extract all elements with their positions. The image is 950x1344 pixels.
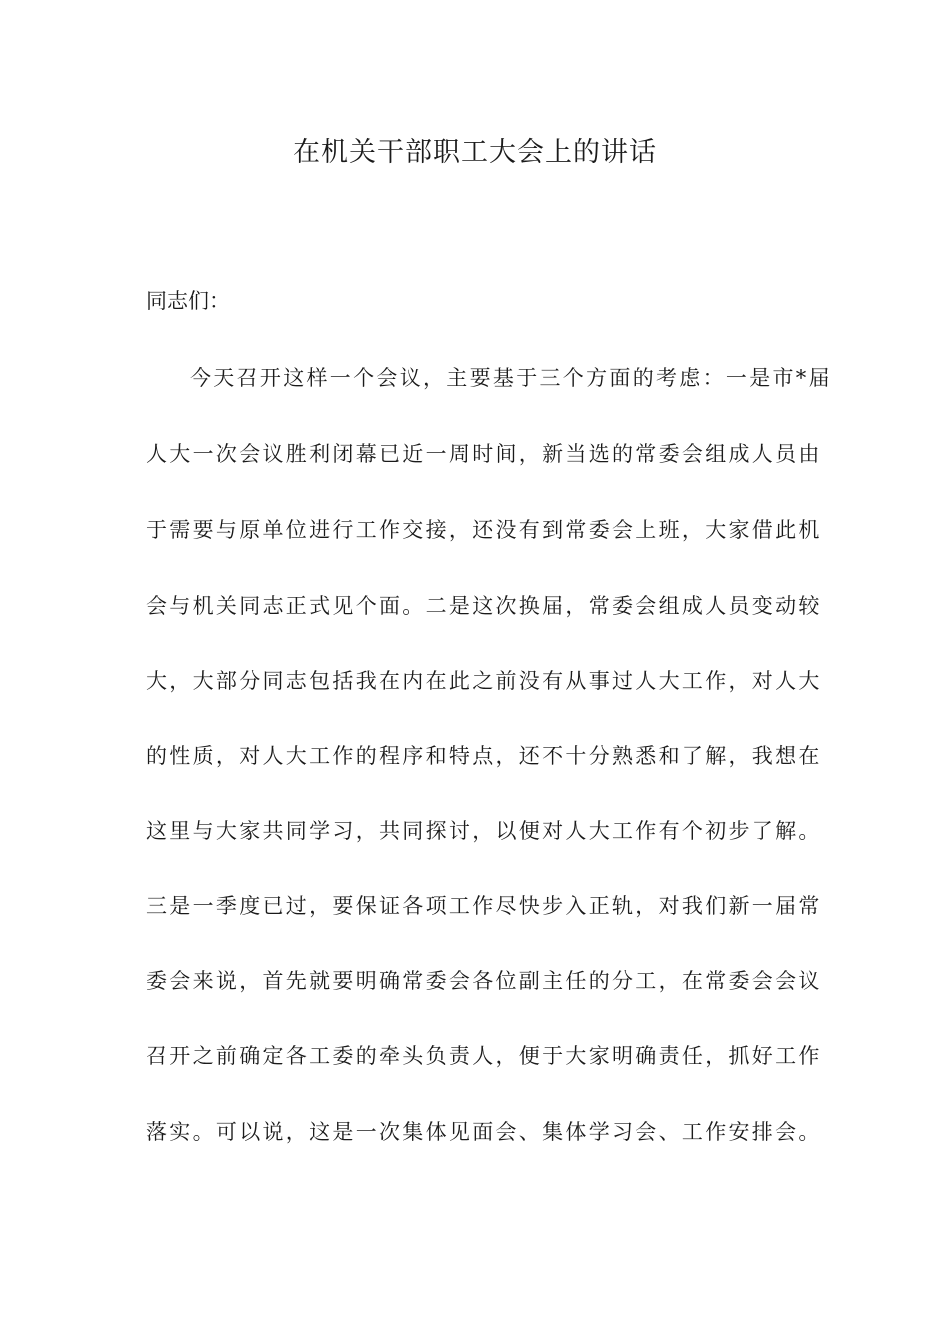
paragraph-line: 今天召开这样一个会议，主要基于三个方面的考虑：一是市*届 [190,366,832,390]
paragraph-line: 落实。可以说，这是一次集体见面会、集体学习会、工作安排会。 [146,1120,822,1144]
paragraph-line: 人大一次会议胜利闭幕已近一周时间，新当选的常委会组成人员由 [146,442,822,466]
paragraph-line: 这里与大家共同学习，共同探讨，以便对人大工作有个初步了解。 [146,819,822,843]
paragraph-line: 于需要与原单位进行工作交接，还没有到常委会上班，大家借此机 [146,518,822,542]
paragraph-line: 委会来说，首先就要明确常委会各位副主任的分工，在常委会会议 [146,969,822,993]
paragraph-line: 会与机关同志正式见个面。二是这次换届，常委会组成人员变动较 [146,594,822,618]
paragraph-line: 的性质，对人大工作的程序和特点，还不十分熟悉和了解，我想在 [146,744,822,768]
paragraph-line: 三是一季度已过，要保证各项工作尽快步入正轨，对我们新一届常 [146,894,822,918]
document-title: 在机关干部职工大会上的讲话 [293,137,657,168]
salutation: 同志们： [146,289,230,313]
paragraph-line: 召开之前确定各工委的牵头负责人，便于大家明确责任，抓好工作 [146,1044,822,1068]
paragraph-line: 大，大部分同志包括我在内在此之前没有从事过人大工作，对人大 [146,669,822,693]
